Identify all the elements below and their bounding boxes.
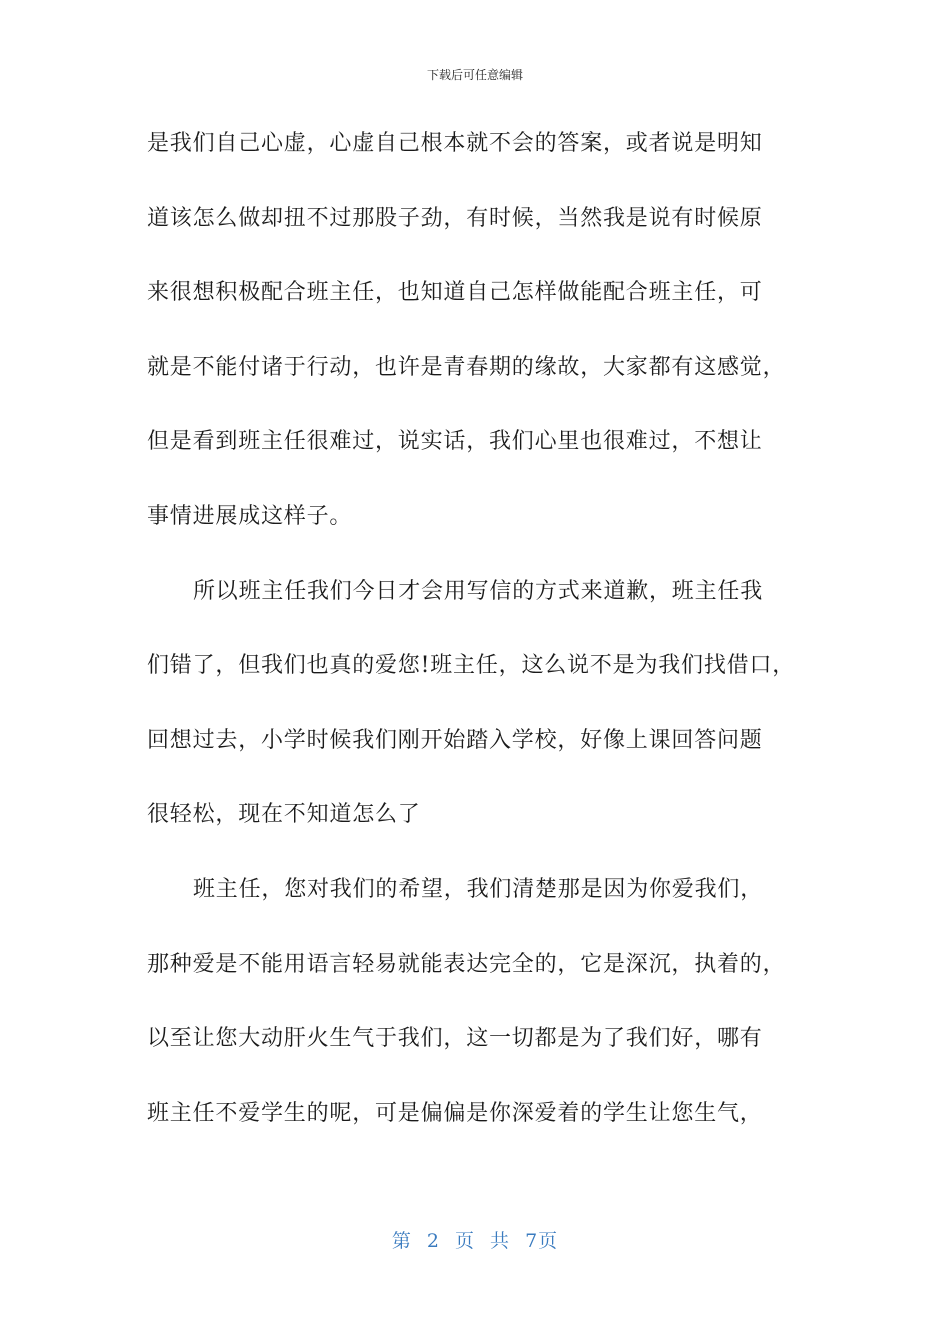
text-line: 回想过去，小学时候我们刚开始踏入学校，好像上课回答问题	[147, 727, 763, 753]
text-line: 是我们自己心虚，心虚自己根本就不会的答案，或者说是明知	[147, 131, 763, 156]
text-line: 们错了，但我们也真的爱您!班主任，这么说不是为我们找借口，	[147, 653, 796, 679]
text-line: 班主任不爱学生的呢，可是偏偏是你深爱着的学生让您生气，	[147, 1100, 763, 1126]
text-line: 就是不能付诸于行动，也许是青春期的缘故，大家都有这感觉，	[147, 354, 786, 380]
paragraph-start-line: 所以班主任我们今日才会用写信的方式来道歉，班主任我	[193, 578, 764, 604]
text-line: 来很想积极配合班主任，也知道自己怎样做能配合班主任，可	[147, 280, 763, 306]
text-line: 但是看到班主任很难过，说实话，我们心里也很难过，不想让	[147, 429, 763, 455]
body-text	[147, 124, 827, 1168]
text-line: 很轻松，现在不知道怎么了	[147, 802, 421, 828]
text-line: 道该怎么做却扭不过那股子劲，有时候，当然我是说有时候原	[147, 205, 763, 231]
text-line: 那种爱是不能用语言轻易就能表达完全的，它是深沉，执着的，	[147, 951, 786, 977]
text-line: 事情进展成这样子。	[147, 503, 353, 529]
page-number-footer: 第 2 页 共 7页	[391, 1230, 559, 1252]
page-header: 下载后可任意编辑	[426, 68, 523, 82]
paragraph-start-line: 班主任，您对我们的希望，我们清楚那是因为你爱我们，	[193, 876, 764, 902]
text-line: 以至让您大动肝火生气于我们，这一切都是为了我们好，哪有	[147, 1026, 763, 1052]
